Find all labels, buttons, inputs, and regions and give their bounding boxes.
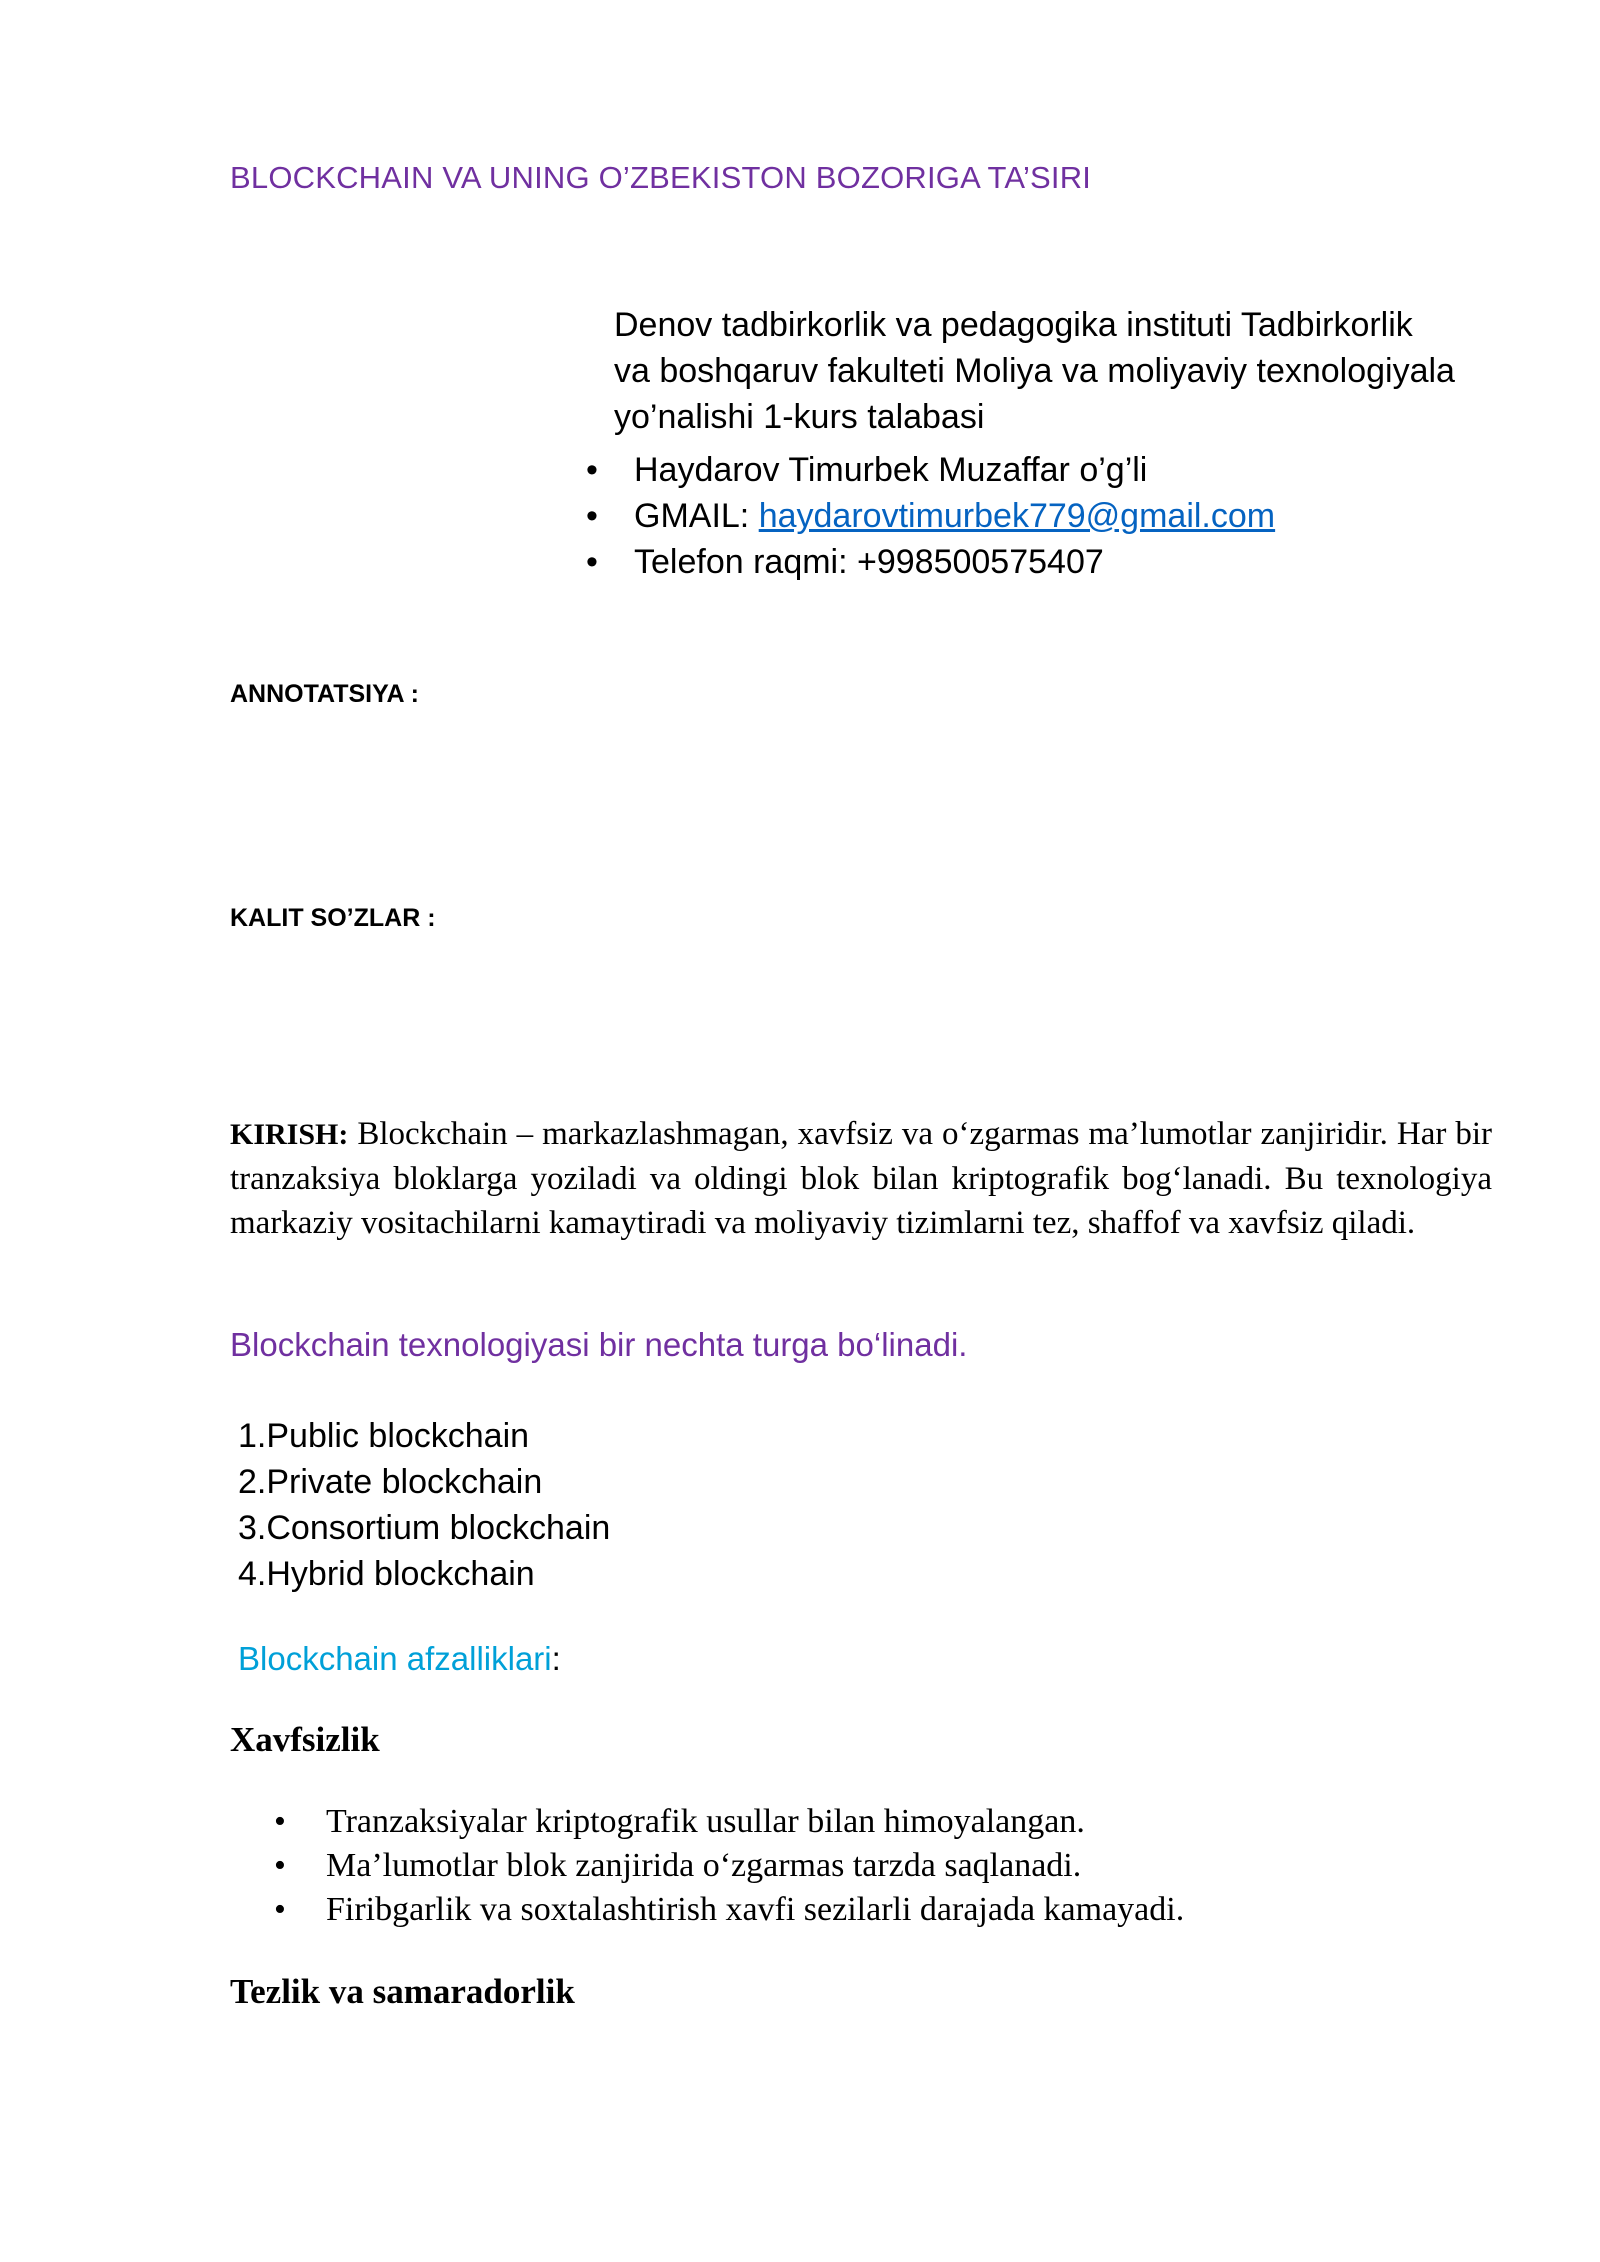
list-item: 4.Hybrid blockchain (238, 1555, 535, 1593)
list-item: 1.Public blockchain (238, 1417, 530, 1455)
bullet-icon: • (586, 497, 598, 535)
list-item: 3.Consortium blockchain (238, 1509, 611, 1547)
list-item (270, 1888, 1184, 1932)
annotation-label: ANNOTATSIYA : (230, 680, 419, 708)
phone-number: Telefon raqmi: +998500575407 (634, 543, 1104, 581)
advantages-colon: : (551, 1640, 561, 1677)
intro-label: KIRISH: (230, 1118, 349, 1151)
bullet-icon: • (586, 543, 598, 581)
blockchain-types-list (238, 1413, 610, 1597)
author-details-list (582, 447, 1275, 585)
list-item (270, 1800, 1184, 1844)
types-heading: Blockchain texnologiyasi bir nechta turga bo‘linadi. (230, 1326, 968, 1363)
advantages-heading-text: Blockchain afzalliklari (238, 1640, 552, 1677)
email-link[interactable]: haydarovtimurbek779@gmail.com (758, 497, 1276, 535)
speed-heading: Tezlik va samaradorlik (230, 1972, 575, 2011)
security-heading: Xavfsizlik (230, 1720, 380, 1759)
bullet-icon: • (274, 1803, 286, 1840)
author-affiliation (614, 302, 1514, 440)
intro-text: Blockchain – markazlashmagan, xavfsiz va o‘zgarmas ma’lumotlar zanjiridir. Har bir tranzaksiya bloklarga yoziladi va oldingi blok bilan kriptografik bog‘lanadi. Bu texnologiya markaziy vositachilarni kamaytiradi va moliyaviy tizimlarni tez, shaffof va xavfsiz qiladi. (230, 1116, 1492, 1241)
list-item: 2.Private blockchain (238, 1463, 543, 1501)
bullet-icon: • (274, 1891, 286, 1928)
advantages-heading (238, 1640, 561, 1678)
affiliation-line: yo’nalishi 1-kurs talabasi (614, 398, 985, 436)
author-name: Haydarov Timurbek Muzaffar o’g’li (634, 451, 1148, 489)
bullet-icon: • (586, 451, 598, 489)
security-list (270, 1800, 1184, 1932)
list-item-text: Tranzaksiyalar kriptografik usullar bilan himoyalangan. (326, 1803, 1085, 1840)
affiliation-line: va boshqaruv fakulteti Moliya va moliyaviy texnologiyala (614, 352, 1455, 390)
author-name-item (582, 447, 1275, 493)
list-item-text: Firibgarlik va soxtalashtirish xavfi sezilarli darajada kamayadi. (326, 1891, 1185, 1928)
list-item-text: Ma’lumotlar blok zanjirida o‘zgarmas tarzda saqlanadi. (326, 1847, 1082, 1884)
list-item (270, 1844, 1184, 1888)
introduction-paragraph (230, 1112, 1492, 1245)
author-phone-item (582, 539, 1275, 585)
keywords-label: KALIT SO’ZLAR : (230, 904, 436, 932)
author-email-item (582, 493, 1275, 539)
affiliation-line: Denov tadbirkorlik va pedagogika instituti Tadbirkorlik (614, 306, 1413, 344)
email-label: GMAIL: (634, 497, 759, 535)
document-title: BLOCKCHAIN VA UNING O’ZBEKISTON BOZORIGA TA’SIRI (230, 160, 1092, 195)
bullet-icon: • (274, 1847, 286, 1884)
